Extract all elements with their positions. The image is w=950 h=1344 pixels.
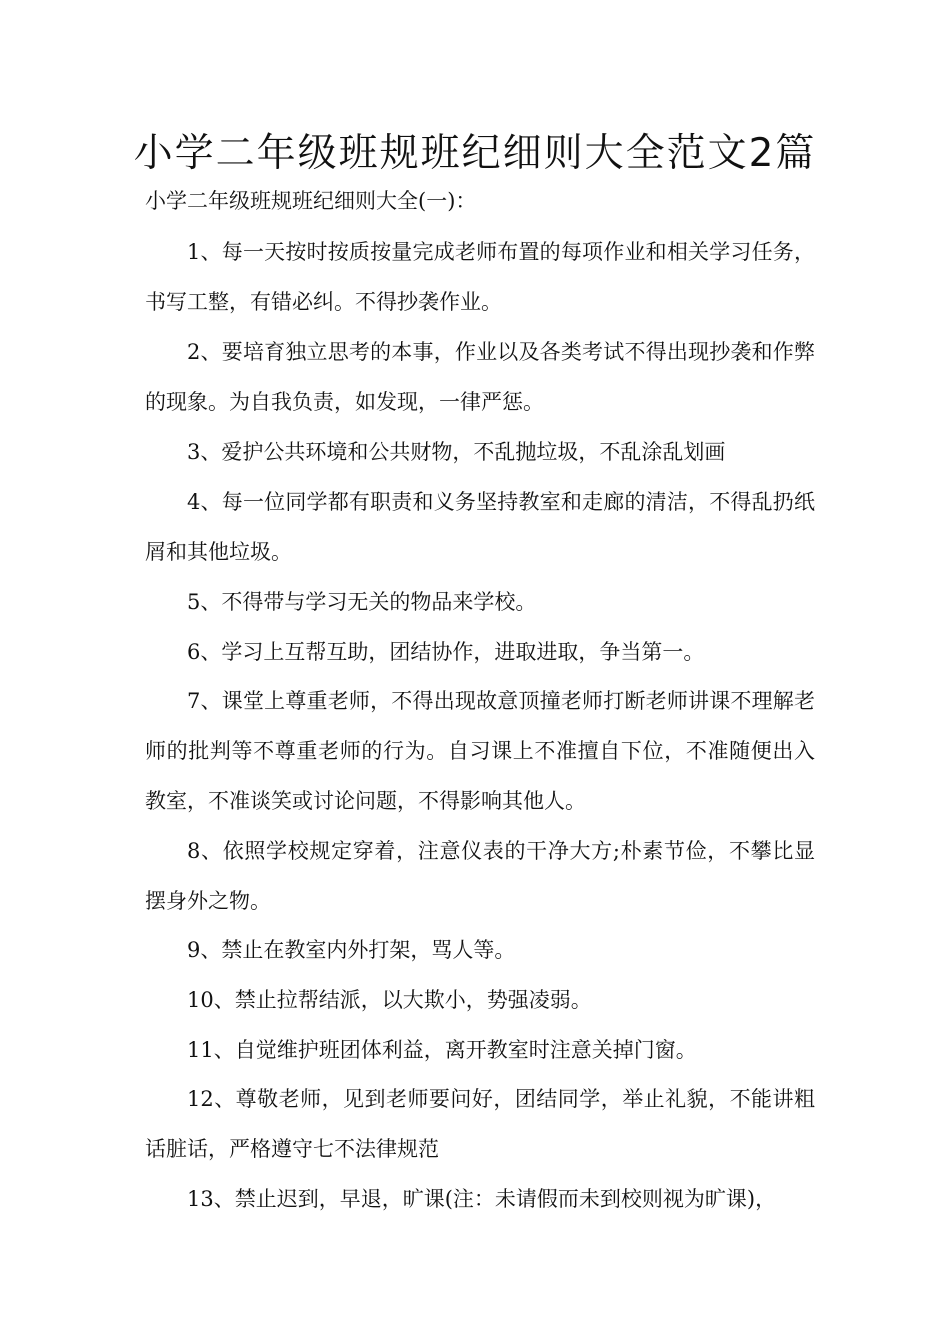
rule-paragraph-7: 7、课堂上尊重老师，不得出现故意顶撞老师打断老师讲课不理解老师的批判等不尊重老师的行为。自习课上不准擅自下位，不准随便出入教室，不准谈笑或讨论问题，不得影响其他人。: [145, 689, 815, 813]
rule-paragraph-12: 12、尊敬老师，见到老师要问好，团结同学，举止礼貌，不能讲粗话脏话，严格遵守七不法律规范: [145, 1087, 815, 1161]
rule-paragraph-5: 5、不得带与学习无关的物品来学校。: [187, 590, 537, 614]
rule-paragraph-3: 3、爱护公共环境和公共财物，不乱抛垃圾，不乱涂乱划画: [187, 440, 726, 464]
rule-paragraph-13: 13、禁止迟到，早退，旷课(注：未请假而未到校则视为旷课)，: [187, 1187, 777, 1211]
rule-paragraph-9: 9、禁止在教室内外打架，骂人等。: [187, 938, 516, 962]
rule-paragraph-4: 4、每一位同学都有职责和义务坚持教室和走廊的清洁，不得乱扔纸屑和其他垃圾。: [145, 490, 815, 564]
rule-paragraph-1: 1、每一天按时按质按量完成老师布置的每项作业和相关学习任务，书写工整，有错必纠。不得抄袭作业。: [145, 240, 815, 314]
document-title: 小学二年级班规班纪细则大全范文2篇: [133, 131, 817, 176]
rule-paragraph-6: 6、学习上互帮互助，团结协作，进取进取，争当第一。: [187, 640, 705, 664]
rule-paragraph-8: 8、依照学校规定穿着，注意仪表的干净大方;朴素节俭，不攀比显摆身外之物。: [145, 839, 815, 913]
rule-paragraph-11: 11、自觉维护班团体利益，离开教室时注意关掉门窗。: [187, 1038, 697, 1062]
section-heading: 小学二年级班规班纪细则大全(一)：: [145, 189, 477, 213]
rule-paragraph-2: 2、要培育独立思考的本事，作业以及各类考试不得出现抄袭和作弊的现象。为自我负责，如发现，一律严惩。: [145, 340, 815, 414]
rule-paragraph-10: 10、禁止拉帮结派，以大欺小，势强凌弱。: [187, 988, 592, 1012]
